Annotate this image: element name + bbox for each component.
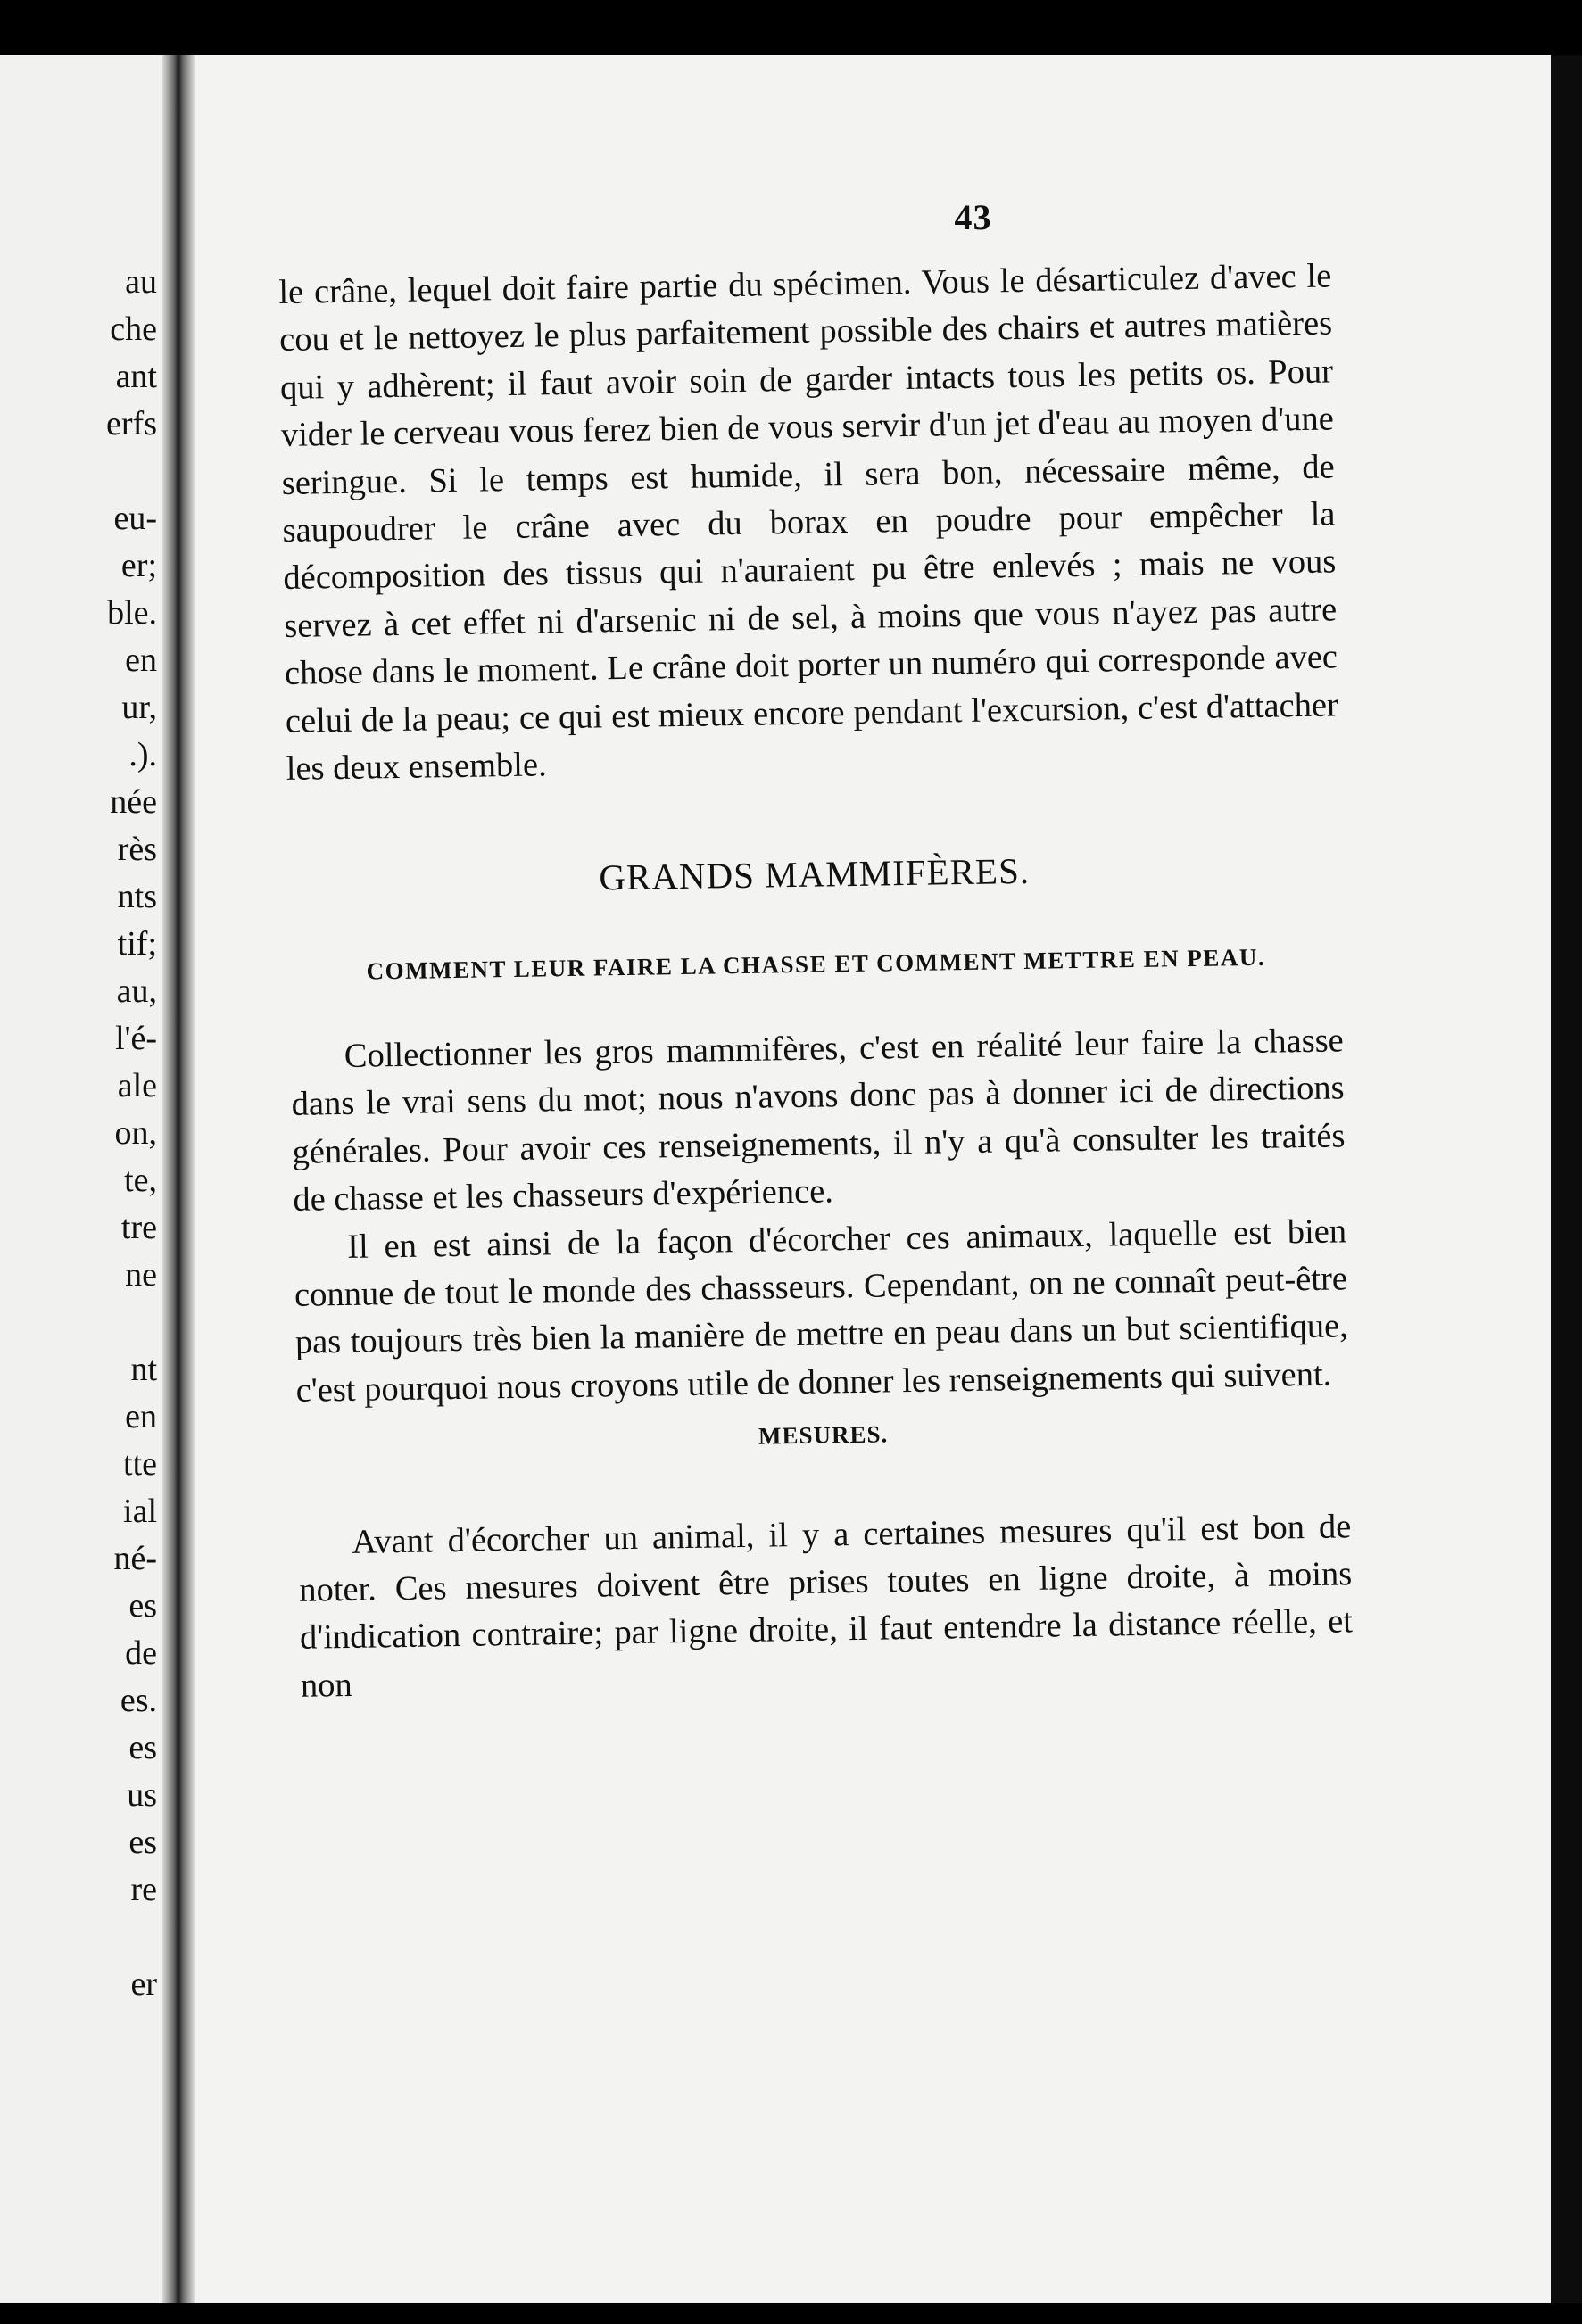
left-page-fragment: au,	[116, 972, 157, 1010]
left-page-fragment: us	[127, 1776, 157, 1814]
left-page-fragment: ial	[123, 1493, 157, 1530]
left-page-fragment: es.	[120, 1682, 157, 1719]
left-page-fragment: rès	[117, 831, 157, 868]
left-page-fragment: tif;	[117, 925, 157, 963]
left-page-fragment: on,	[114, 1114, 157, 1152]
left-page-fragment: né-	[113, 1540, 157, 1577]
right-page	[195, 55, 1551, 2303]
left-page-fragment: es	[128, 1824, 157, 1861]
book-binding-gutter	[162, 55, 195, 2303]
left-page-fragment: en	[125, 1398, 157, 1435]
left-page-fragment: en	[125, 641, 157, 679]
subheading-measures: MESURES.	[758, 1420, 889, 1450]
left-page-fragment: nt	[130, 1351, 157, 1388]
left-page-fragment: tre	[120, 1209, 157, 1246]
left-page-fragment: er;	[120, 547, 157, 584]
left-page-fragment: nts	[117, 878, 157, 915]
left-page-fragment: re	[130, 1871, 157, 1908]
scan-right-edge	[1551, 55, 1582, 2303]
paragraph-skinning: Il en est ainsi de la façon d'écorcher ces animaux, laquelle est bien connue de tout le monde des chassseurs. Cependant, on ne connaît peut-être pas toujours très bien la manière de mettre en peau dans un but scientifique, c'est pourquoi nous croyons utile de donner les renseignements qui suivent.	[294, 1212, 1349, 1410]
left-page-fragment: ale	[117, 1067, 157, 1104]
left-page-fragment: au	[125, 263, 157, 301]
left-page-fragment: ne	[125, 1256, 157, 1294]
left-page-fragment: .).	[128, 736, 157, 773]
left-page-fragment: tte	[123, 1445, 157, 1483]
section-subtitle: COMMENT LEUR FAIRE LA CHASSE ET COMMENT METTRE EN PEAU.	[366, 943, 1266, 985]
page-number: 43	[954, 197, 992, 237]
paragraph-collecting: Collectionner les gros mammifères, c'est en réalité leur faire la chasse dans le vrai sens du mot; nous n'avons donc pas à donner ici de directions générales. Pour avoir ces renseignements, il n'y a qu'à consulter les traités de chasse et les chasseurs d'expérience.	[291, 1021, 1346, 1219]
page-body	[278, 252, 1354, 1709]
paragraph-skull-preparation: le crâne, lequel doit faire partie du spécimen. Vous le désarticulez d'avec le cou et le nettoyez le plus parfaitement possible des chairs et autres matières qui y adhèrent; il faut avoir soin de garder intacts tous les petits os. Pour vider le cerveau vous ferez bien de vous servir d'un jet d'eau au moyen d'une seringue. Si le temps est humide, il sera bon, nécessaire même, de saupoudrer le crâne avec du borax en poudre pour empêcher la décomposition des tissus qui n'auraient pu être enlevés ; mais ne vous servez à cet effet ni d'arsenic ni de sel, à moins que vous n'ayez pas autre chose dans le moment. Le crâne doit porter un numéro qui corresponde avec celui de la peau; ce qui est mieux encore pendant l'excursion, c'est d'attacher les deux ensemble.	[278, 257, 1339, 788]
paragraph-measures: Avant d'écorcher un animal, il y a certaines mesures qu'il est bon de noter. Ces mesures doivent être prises toutes en ligne droite, à moins d'indication contraire; par ligne droite, il faut entendre la distance réelle, et non	[298, 1507, 1354, 1705]
left-page-fragment: née	[110, 783, 157, 821]
left-page-fragment: es	[128, 1587, 157, 1625]
left-page-fragment	[106, 1299, 157, 1346]
left-page-fragment: ur,	[121, 689, 157, 726]
left-page-fragment	[106, 1914, 157, 1961]
left-page-text-fragments	[106, 259, 157, 2008]
section-title: GRANDS MAMMIFÈRES.	[599, 850, 1031, 898]
left-page-fragment: te,	[124, 1162, 157, 1199]
left-page-fragment	[106, 448, 157, 495]
left-page-fragment: erfs	[106, 405, 157, 442]
left-page-fragment: es	[128, 1729, 157, 1766]
left-page-fragment: l'é-	[115, 1020, 157, 1057]
left-page-fragment: eu-	[113, 500, 157, 537]
left-page-fragment: che	[110, 310, 157, 348]
left-page-fragment: ant	[115, 358, 157, 395]
left-facing-page	[0, 55, 162, 2303]
left-page-fragment: er	[130, 1965, 157, 2003]
left-page-fragment: ble.	[107, 594, 157, 632]
left-page-fragment: de	[125, 1634, 157, 1672]
